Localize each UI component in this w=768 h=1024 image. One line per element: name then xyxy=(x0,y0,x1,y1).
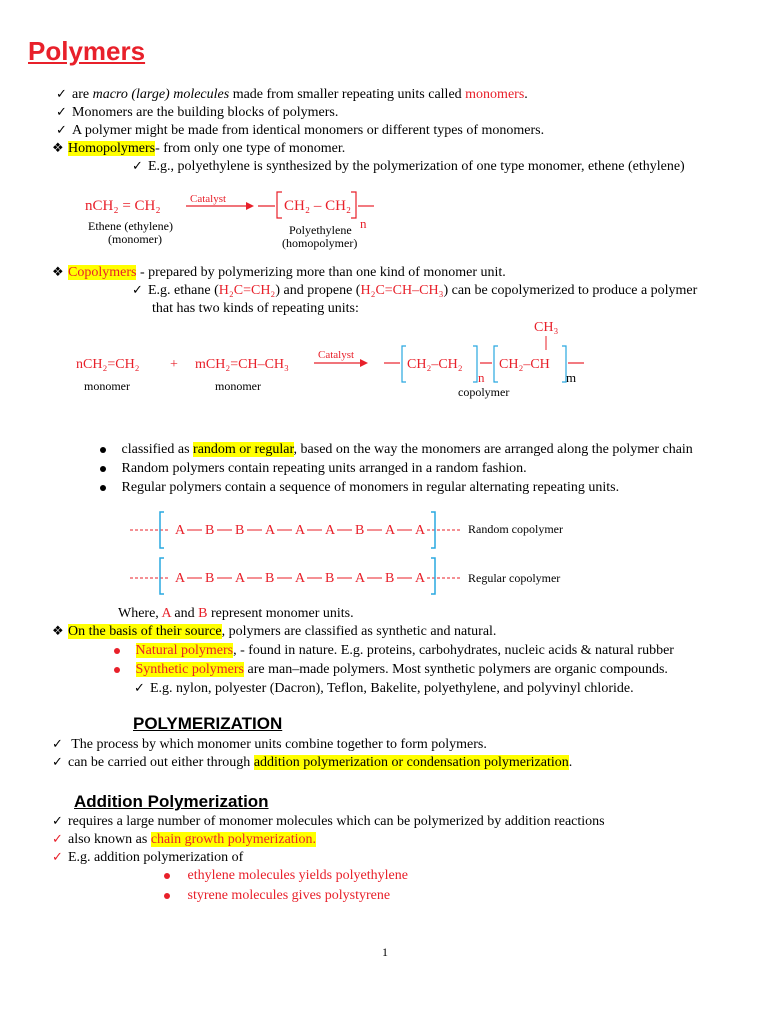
check-icon: ✓ xyxy=(52,814,63,829)
copolymers-line: ❖ Copolymers - prepared by polymerizing more than one kind of monomer unit. xyxy=(52,265,506,280)
left-bracket xyxy=(160,558,164,594)
reaction2-m: m xyxy=(566,370,577,385)
random-chain xyxy=(130,523,461,538)
reaction2-reactant-1: nCH₂=CH₂ xyxy=(76,357,140,372)
addition-line-3: ✓ E.g. addition polymerization of xyxy=(52,850,244,865)
bullet-random-polymers: Random polymers contain repeating units arranged in a random fashion. xyxy=(100,460,527,478)
polymerization-heading: POLYMERIZATION xyxy=(133,714,283,733)
dot-bullet-icon xyxy=(100,447,106,453)
diamond-bullet-icon: ❖ xyxy=(52,141,64,156)
chain-monomer: A xyxy=(175,571,186,586)
check-icon: ✓ xyxy=(134,681,145,696)
chain-monomer: A xyxy=(385,523,396,538)
chain-monomer: B xyxy=(205,571,215,586)
dot-bullet-icon xyxy=(164,873,170,879)
copolymer-chains-diagram xyxy=(130,504,590,604)
reaction1-reactant: nCH₂ = CH₂ xyxy=(85,198,161,214)
synthetic-polymers-line: Synthetic polymers are man–made polymers. Most synthetic polymers are organic compounds. xyxy=(114,661,668,679)
chain-monomer: A xyxy=(295,523,306,538)
chain-monomer: B xyxy=(265,571,275,586)
reaction1-catalyst: Catalyst xyxy=(190,193,227,205)
regular-chain xyxy=(130,571,461,586)
chain-monomer: A xyxy=(415,523,426,538)
chain-monomer: A xyxy=(325,523,336,538)
reaction1-product-label: Polyethylene xyxy=(289,223,352,237)
regular-copolymer-label: Regular copolymer xyxy=(468,571,561,585)
dot-bullet-icon xyxy=(100,466,106,472)
reaction2-product-2: CH₂–CH xyxy=(499,357,550,372)
reaction1-n: n xyxy=(360,216,367,231)
dot-bullet-icon xyxy=(100,485,106,491)
natural-polymers-line: Natural polymers, - found in nature. E.g. proteins, carbohydrates, nucleic acids & natural rubber xyxy=(114,642,674,660)
reaction1-reactant-label: Ethene (ethylene) xyxy=(88,219,173,233)
page-number: 1 xyxy=(382,945,388,959)
left-bracket xyxy=(277,192,282,218)
left-bracket xyxy=(402,346,406,382)
left-bracket xyxy=(494,346,498,382)
check-icon: ✓ xyxy=(52,755,63,770)
arrowhead-icon xyxy=(246,202,254,210)
check-icon: ✓ xyxy=(56,123,67,138)
chain-monomer: B xyxy=(235,523,245,538)
chain-monomer: B xyxy=(385,571,395,586)
reaction1-product: CH₂ – CH₂ xyxy=(284,198,352,214)
chain-monomer: B xyxy=(205,523,215,538)
addition-line-1: ✓ requires a large number of monomer molecules which can be polymerized by addition reactions xyxy=(52,814,605,829)
reaction2-catalyst: Catalyst xyxy=(318,349,355,361)
check-icon: ✓ xyxy=(56,105,67,120)
addition-example-1: ethylene molecules yields polyethylene xyxy=(164,867,408,885)
dot-bullet-icon xyxy=(164,893,170,899)
reaction2-reactant-2: mCH₂=CH–CH₃ xyxy=(195,357,289,372)
reaction2-product-1: CH₂–CH₂ xyxy=(407,357,463,372)
check-icon: ✓ xyxy=(132,283,143,298)
reaction2-methyl: CH₃ xyxy=(534,320,559,335)
intro-line-2: ✓ Monomers are the building blocks of polymers. xyxy=(56,105,339,120)
reaction1-reactant-label-2: (monomer) xyxy=(108,232,162,246)
chain-monomer: A xyxy=(355,571,366,586)
copolymers-example-2: that has two kinds of repeating units: xyxy=(152,301,359,316)
reaction1-product-label-2: (homopolymer) xyxy=(282,236,358,250)
dot-bullet-icon xyxy=(114,667,120,673)
chain-monomer: B xyxy=(325,571,335,586)
reaction2-label-monomer-2: monomer xyxy=(215,379,261,393)
chain-monomer: A xyxy=(415,571,426,586)
page-title: Polymers xyxy=(28,36,146,66)
homopolymers-example: ✓ E.g., polyethylene is synthesized by the polymerization of one type monomer, ethene (ethylene) xyxy=(132,159,685,174)
diamond-bullet-icon: ❖ xyxy=(52,624,64,639)
diamond-bullet-icon: ❖ xyxy=(52,265,64,280)
dot-bullet-icon xyxy=(114,648,120,654)
where-line: Where, A and B represent monomer units. xyxy=(118,606,354,621)
chain-monomer: A xyxy=(265,523,276,538)
polymerization-line-1: ✓ The process by which monomer units combine together to form polymers. xyxy=(52,737,487,752)
copolymer-reaction xyxy=(70,316,630,400)
check-icon: ✓ xyxy=(52,832,63,847)
polymerization-line-2: ✓ can be carried out either through addition polymerization or condensation polymerization. xyxy=(52,755,573,770)
check-icon: ✓ xyxy=(52,737,63,752)
bullet-random-or-regular: classified as random or regular, based on the way the monomers are arranged along the polymer chain xyxy=(100,441,693,459)
chain-monomer: A xyxy=(235,571,246,586)
homopolymer-reaction xyxy=(80,186,400,258)
right-bracket xyxy=(431,558,435,594)
addition-heading: Addition Polymerization xyxy=(74,792,269,811)
reaction2-label-monomer-1: monomer xyxy=(84,379,130,393)
source-line: ❖ On the basis of their source, polymers are classified as synthetic and natural. xyxy=(52,624,497,639)
right-bracket xyxy=(473,346,477,382)
intro-line-3: ✓ A polymer might be made from identical monomers or different types of monomers. xyxy=(56,123,545,138)
chain-monomer: A xyxy=(175,523,186,538)
check-icon: ✓ xyxy=(132,159,143,174)
check-icon: ✓ xyxy=(56,87,67,102)
synthetic-polymers-example: ✓ E.g. nylon, polyester (Dacron), Teflon, Bakelite, polyethylene, and polyvinyl chloride. xyxy=(134,681,634,696)
intro-line-1: ✓ are macro (large) molecules made from smaller repeating units called monomers. xyxy=(56,87,528,102)
addition-line-2: ✓ also known as chain growth polymerization. xyxy=(52,832,317,847)
arrowhead-icon xyxy=(360,359,368,367)
reaction2-label-copolymer: copolymer xyxy=(458,385,510,399)
random-copolymer-label: Random copolymer xyxy=(468,522,563,536)
homopolymers-line: ❖ Homopolymers- from only one type of monomer. xyxy=(52,141,346,156)
copolymers-example: ✓ E.g. ethane (H₂C=CH₂) and propene (H₂C=CH–CH₃) can be copolymerized to produce a polymer xyxy=(132,283,698,298)
addition-example-2: styrene molecules gives polystyrene xyxy=(164,887,390,905)
reaction2-plus: + xyxy=(170,357,178,372)
right-bracket xyxy=(351,192,356,218)
chain-monomer: A xyxy=(295,571,306,586)
bullet-regular-polymers: Regular polymers contain a sequence of monomers in regular alternating repeating units. xyxy=(100,479,619,497)
check-icon: ✓ xyxy=(52,850,63,865)
reaction2-n: n xyxy=(478,370,485,385)
chain-monomer: B xyxy=(355,523,365,538)
